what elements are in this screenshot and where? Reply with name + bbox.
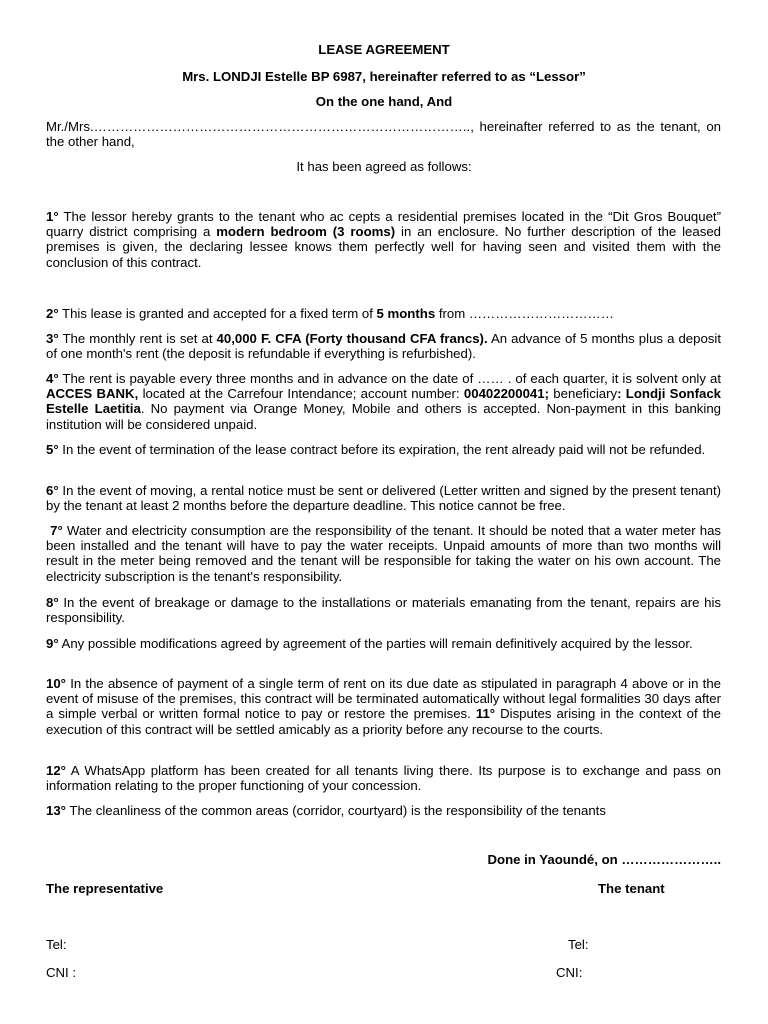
clause-9: 9° Any possible modifications agreed by agreement of the parties will remain definitively acquired by the lessor. — [46, 636, 693, 651]
document-title: LEASE AGREEMENT — [318, 42, 450, 57]
clause-number: 5° — [46, 442, 59, 457]
agreed-line: It has been agreed as follows: — [296, 159, 472, 174]
clause-number: 10° — [46, 676, 66, 691]
tenant-label: The tenant — [598, 881, 665, 896]
clause-number: 9° — [46, 636, 59, 651]
clause-13: 13° The cleanliness of the common areas (corridor, courtyard) is the responsibility of the tenants — [46, 803, 606, 818]
clause-number: 3° — [46, 331, 59, 346]
lessor-line: Mrs. LONDJI Estelle BP 6987, hereinafter referred to as “Lessor” — [182, 69, 586, 84]
clause-5: 5° In the event of termination of the lease contract before its expiration, the rent already paid will not be refunded. — [46, 442, 706, 457]
clause-10: 10° In the absence of payment of a single term of rent on its due date as stipulated in paragraph 4 above or in the event of misuse of the premises, this contract will be terminated automatically without legal formalities 30 days after a simple verbal or written formal notice to pay or restore the premises. 11° Disputes arising in the context of the execution of this contract will be settled amicably as a priority before any recourse to the courts. — [46, 676, 721, 737]
clause-number: 13° — [46, 803, 66, 818]
clause-number-11: 11° — [475, 706, 496, 722]
clause-number: 8° — [46, 595, 59, 610]
clause-12: 12° A WhatsApp platform has been created for all tenants living there. Its purpose is to exchange and pass on information relating to the proper functioning of your concession. — [46, 763, 722, 794]
tel-left-label: Tel: — [46, 937, 67, 952]
clause-6: 6° In the event of moving, a rental notice must be sent or delivered (Letter written and signed by the present tenant) by the tenant at least 2 months before the departure deadline. This notice cannot be free. — [46, 483, 721, 514]
clause-number: 12° — [46, 763, 66, 778]
representative-label: The representative — [46, 881, 164, 896]
clause-number: 7° — [50, 523, 63, 538]
clause-number: 4° — [46, 371, 59, 386]
cni-left-label: CNI : — [46, 965, 77, 980]
clause-1: 1° The lessor hereby grants to the tenant who ac cepts a residential premises located in the “Dit Gros Bouquet” quarry district comprising a modern bedroom (3 rooms) in an enclosure. No further description of the leased premises is given, the declaring lessee knows them perfectly well for having seen and visited them with the conclusion of this contract. — [46, 209, 721, 270]
clause-4: 4° The rent is payable every three months and in advance on the date of …… . of each quarter, it is solvent only at ACCES BANK, located at the Carrefour Intendance; account number: 00402200041; beneficiary: Londji Sonfack Estelle Laetitia. No payment via Orange Money, Mobile and others is accepted. Non-payment in this banking institution will be considered unpaid. — [46, 371, 721, 432]
clause-number: 2° — [46, 306, 59, 321]
clause-7: 7° Water and electricity consumption are the responsibility of the tenant. It should be noted that a water meter has been installed and the tenant will have to pay the water receipts. Unpaid amounts of more than two months will result in the meter being removed and the tenant will be responsible for taking the water on his own account. The electricity subscription is the tenant's responsibility. — [46, 523, 721, 584]
clause-number: 6° — [46, 483, 59, 498]
tenant-line: Mr./Mrs.………………………………………………………………………….., hereinafter referred to as the tenant, on the other hand, — [46, 119, 721, 150]
tel-right-label: Tel: — [568, 937, 589, 952]
clause-3: 3° The monthly rent is set at 40,000 F. CFA (Forty thousand CFA francs). An advance of 5 months plus a deposit of one month's rent (the deposit is refundable if everything is refurbished). — [46, 331, 721, 362]
clause-number: 1° — [46, 209, 59, 224]
done-in-line: Done in Yaoundé, on ………………….. — [487, 852, 721, 867]
clause-2: 2° This lease is granted and accepted for a fixed term of 5 months from …………………………… — [46, 306, 614, 321]
clause-8: 8° In the event of breakage or damage to the installations or materials emanating from the tenant, repairs are his responsibility. — [46, 595, 721, 626]
one-hand-line: On the one hand, And — [315, 94, 453, 109]
cni-right-label: CNI: — [556, 965, 583, 980]
